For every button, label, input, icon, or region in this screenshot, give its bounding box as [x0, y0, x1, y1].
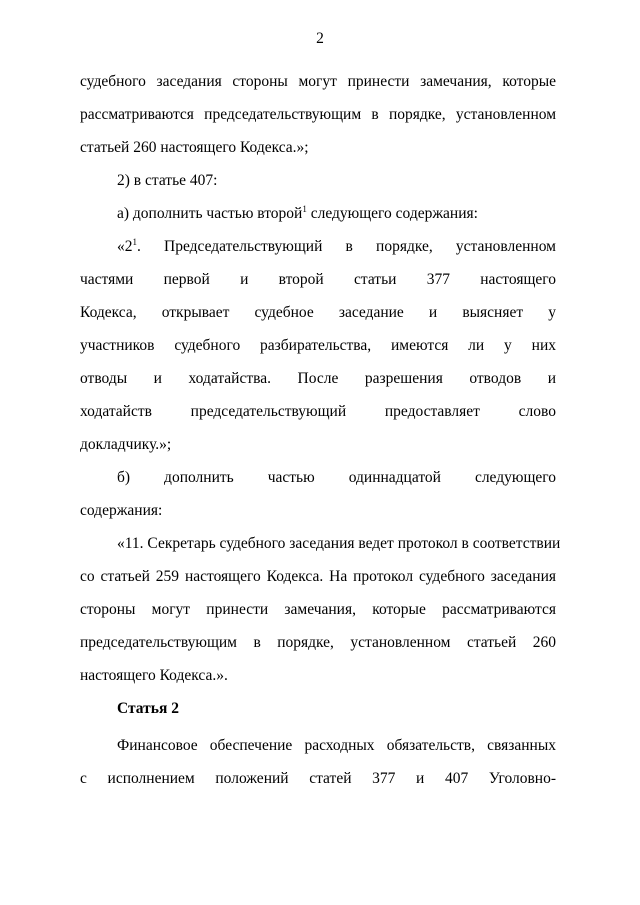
text-line: содержания:: [80, 502, 163, 519]
text-line: докладчику.»;: [80, 436, 172, 453]
text-line: частями первой и второй статьи 377 настоящего: [80, 271, 556, 288]
page-number: 2: [316, 30, 324, 47]
text-line: стороны могут принести замечания, которые рассматриваются: [80, 601, 556, 618]
article-heading: Статья 2: [117, 700, 179, 717]
text-line: участников судебного разбирательства, имеются ли у них: [80, 337, 556, 354]
superscript: 1: [132, 237, 137, 247]
text-line: настоящего Кодекса.».: [80, 667, 228, 684]
text-line: «$2^1$. Председательствующий в порядке, установленном: [117, 237, 556, 255]
superscript: 1: [302, 204, 307, 214]
text-line: председательствующим в порядке, установленном статьей 260: [80, 634, 556, 651]
text-line: Кодекса, открывает судебное заседание и выясняет у: [80, 304, 556, 321]
text-line: отводы и ходатайства. После разрешения отводов и: [80, 370, 556, 387]
text-line: б) дополнить частью одиннадцатой следующего: [117, 469, 556, 486]
text-line: рассматриваются председательствующим в порядке, установленном: [80, 106, 556, 123]
text-line: ходатайств председательствующий предоставляет слово: [80, 403, 556, 420]
text-line: а) дополнить частью второй$^1$ следующего содержания:: [117, 204, 478, 222]
text-line: с исполнением положений статей 377 и 407 Уголовно-: [80, 770, 556, 787]
text-line: 2) в статье 407:: [117, 172, 218, 189]
text-line: со статьей 259 настоящего Кодекса. На протокол судебного заседания: [80, 568, 556, 585]
text-line: Финансовое обеспечение расходных обязательств, связанных: [117, 737, 556, 754]
text-line: судебного заседания стороны могут принести замечания, которые: [80, 73, 556, 90]
text-line: «11. Секретарь судебного заседания ведет протокол в соответствии: [117, 535, 561, 552]
text-line: статьей 260 настоящего Кодекса.»;: [80, 139, 309, 156]
